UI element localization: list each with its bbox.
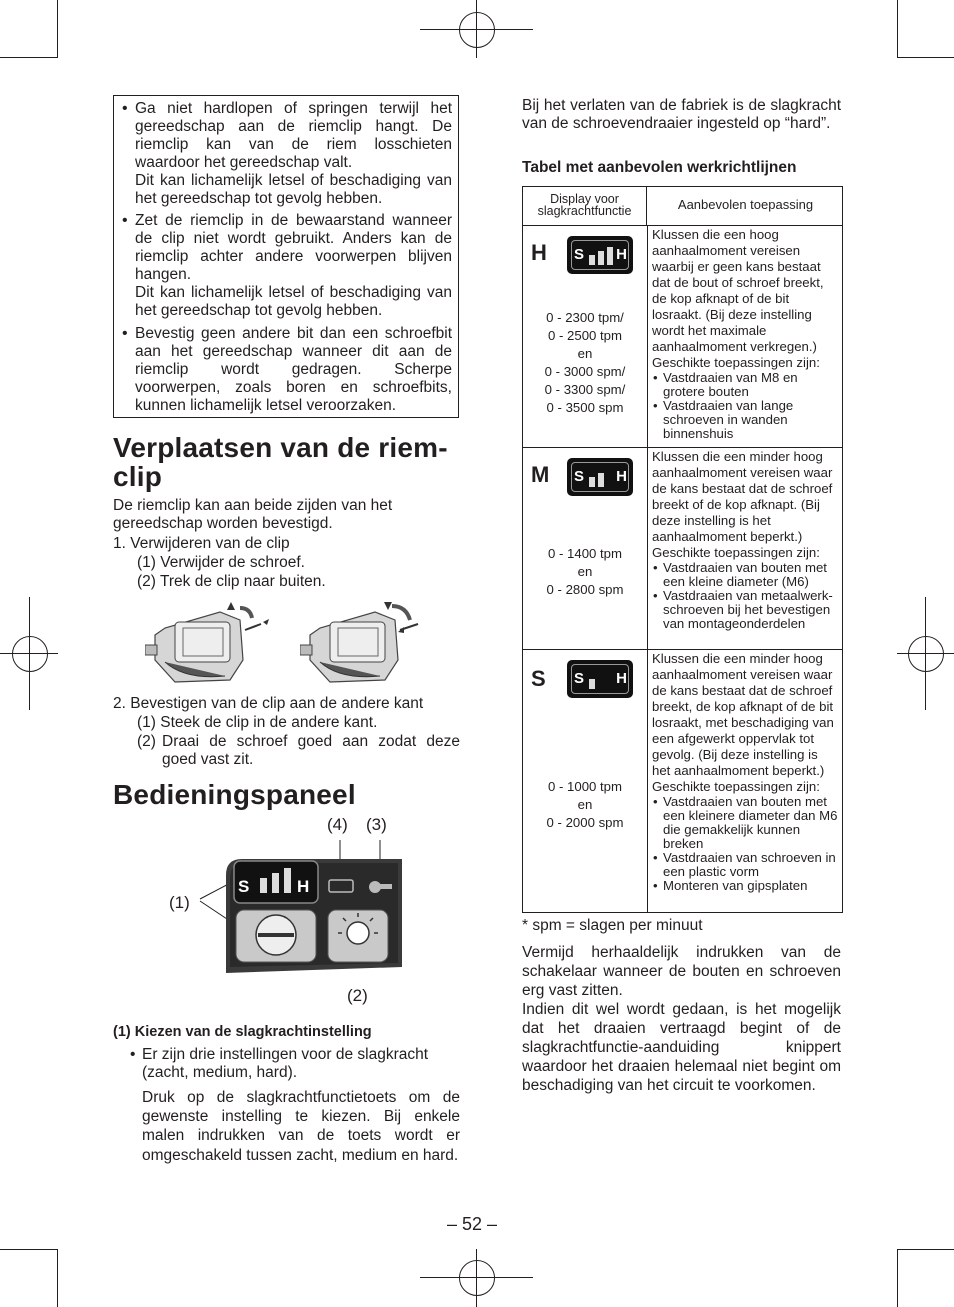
speed-values: 0 - 1000 tpm en 0 - 2000 spm bbox=[546, 779, 624, 830]
warning-sub: Dit kan lichamelijk letsel of beschadiging van het gereedschap tot gevolg hebben. bbox=[135, 284, 452, 320]
move-intro: De riemclip kan aan beide zijden van het gereedschap worden bevestigd. bbox=[113, 497, 393, 533]
step-2a: (1) Steek de clip in de andere kant. bbox=[137, 714, 378, 731]
warning-sub: Dit kan lichamelijk letsel of beschadiging van het gereedschap tot gevolg hebben. bbox=[135, 172, 452, 208]
table-row bbox=[523, 226, 842, 448]
warning-item: • Ga niet hardlopen of springen terwijl het gereedschap aan de riemclip hangt. De riemclip kan van de riem losschieten waardoor het gereedschap valt. Dit kan lichamelijk letsel of beschadiging van het gereedschap tot gevolg hebben. bbox=[122, 100, 452, 208]
speed-values: 0 - 1400 tpm en 0 - 2800 spm bbox=[546, 546, 624, 597]
panel-s-label: S bbox=[238, 877, 250, 896]
callout-1: (1) bbox=[169, 893, 190, 912]
tool-remove-clip-illustration bbox=[145, 600, 275, 685]
step-1b: (2) Trek de clip naar buiten. bbox=[137, 573, 326, 590]
mode-letter: S bbox=[531, 666, 546, 691]
table-row bbox=[523, 650, 842, 912]
display-h-icon: S H bbox=[567, 236, 633, 274]
speed-values: 0 - 2300 tpm/ 0 - 2500 tpm en 0 - 3000 spm/ 0 - 3300 spm/ 0 - 3500 spm bbox=[544, 310, 626, 415]
warning-paragraph-1: Vermijd herhaaldelijk indrukken van de schakelaar wanneer de bouten en schroeven erg vast zitten. bbox=[522, 944, 841, 999]
application-item: • Vastdraaien van bouten met een kleinere diameter dan M6 die gemakkelijk kunnen breken bbox=[652, 795, 839, 851]
table-title: Tabel met aanbevolen werkrichtlijnen bbox=[522, 159, 797, 176]
warning-paragraph-2: Indien dit wel wordt gedaan, is het mogelijk dat het draaien vertraagd begint of de slagkrachtfunctie-aanduiding knippert waardoor het draaien helemaal niet begint om beschadiging van het circuit te voorkomen. bbox=[522, 1001, 841, 1094]
panel-h-label: H bbox=[297, 877, 310, 896]
factory-setting-note: Bij het verlaten van de fabriek is de slagkracht van de schroevendraaier ingesteld op “hard”. bbox=[522, 97, 841, 133]
display-m-icon: S H bbox=[567, 458, 633, 496]
application-description: Klussen die een minder hoog aanhaalmoment vereisen waar de kans bestaat dat de schroef breekt of de kop afknapt. (Bij deze instelling is het aanhaalmoment beperkt.) Geschikte toepassingen zijn: bbox=[652, 449, 833, 560]
mode-letter: H bbox=[531, 240, 547, 265]
application-item: • Vastdraaien van bouten met een kleine diameter (M6) bbox=[652, 561, 839, 589]
application-item: • Monteren van gipsplaten bbox=[652, 879, 839, 893]
callout-3: (3) bbox=[366, 815, 387, 834]
application-item: • Vastdraaien van M8 en grotere bouten bbox=[652, 371, 839, 399]
impact-bullet: Er zijn drie instellingen voor de slagkracht (zacht, medium, hard). bbox=[142, 1046, 429, 1082]
recommendation-table bbox=[522, 186, 843, 913]
application-item: • Vastdraaien van lange schroeven in wanden binnenshuis bbox=[652, 399, 839, 441]
application-description: Klussen die een minder hoog aanhaalmoment vereisen waar de kans bestaat dat de schroef breekt, de kop afknapt of de bit losraakt, met beschadiging van een afgewerkt oppervlak tot gevolg. (Bij deze instelling is het aanhaalmoment beperkt.) Geschikte toepassingen zijn: bbox=[652, 651, 834, 794]
page-number: – 52 – bbox=[447, 1214, 498, 1234]
sub-heading-impact: (1) Kiezen van de slagkrachtinstelling bbox=[113, 1024, 372, 1040]
control-panel-illustration bbox=[190, 835, 420, 985]
step-2: 2. Bevestigen van de clip aan de andere kant bbox=[113, 695, 424, 712]
callout-2: (2) bbox=[347, 986, 368, 1005]
mode-letter: M bbox=[531, 462, 550, 487]
heading-control-panel: Bedieningspaneel bbox=[113, 779, 356, 810]
table-row bbox=[523, 448, 842, 650]
col-header-application: Aanbevolen toepassing bbox=[677, 197, 814, 212]
application-description: Klussen die een hoog aanhaalmoment vereisen waarbij er geen kans bestaat dat de bout of schroef breekt, de kop afknapt of de bit losraakt. (Bij deze instelling wordt het maximale aanhaalmoment verkregen.) Geschikte toepassingen zijn: bbox=[652, 227, 824, 370]
callout-4: (4) bbox=[327, 815, 348, 834]
table-header bbox=[523, 187, 842, 226]
step-1a: (1) Verwijder de schroef. bbox=[137, 554, 305, 571]
warning-text: Ga niet hardlopen of springen terwijl het gereedschap aan de riemclip hangt. De riemclip kan van de riem losschieten waardoor het gereedschap valt. bbox=[135, 100, 452, 172]
warning-text: Bevestig geen andere bit dan een schroefbit aan het gereedschap wanneer dit aan de riemclip wordt gedragen. Scherpe voorwerpen, zoals boren en schroefbits, kunnen lichamelijk letsel veroorzaken. bbox=[135, 325, 452, 415]
col-header-display: Display voor slagkrachtfunctie bbox=[523, 187, 647, 225]
warning-text: Zet de riemclip in de bewaarstand wanneer de clip niet wordt gebruikt. Anders kan de riemclip achter andere voorwerpen blijven hangen. bbox=[135, 212, 452, 284]
heading-move-clip: Verplaatsen van de riem- clip bbox=[113, 432, 448, 492]
footnote: * spm = slagen per minuut bbox=[522, 917, 703, 934]
step-2b: Draai de schroef goed aan zodat deze goed vast zit. bbox=[162, 733, 460, 769]
warning-item: • Zet de riemclip in de bewaarstand wanneer de clip niet wordt gebruikt. Anders kan de riemclip achter andere voorwerpen blijven hangen. Dit kan lichamelijk letsel of beschadiging van het gereedschap tot gevolg hebben. bbox=[122, 212, 452, 320]
application-item: • Vastdraaien van schroeven in een plastic vorm bbox=[652, 851, 839, 879]
impact-paragraph: Druk op de slagkrachtfunctietoets om de gewenste instelling te kiezen. Bij enkele malen indrukken van de toets wordt er omgeschakeld tussen zacht, medium en hard. bbox=[142, 1089, 460, 1164]
warning-box bbox=[113, 95, 459, 418]
application-item: • Vastdraaien van metaalwerk-schroeven bij het bevestigen van montageonderdelen bbox=[652, 589, 839, 631]
tool-attach-clip-illustration bbox=[300, 600, 440, 685]
display-s-icon: S H bbox=[567, 660, 633, 698]
warning-item: • Bevestig geen andere bit dan een schroefbit aan het gereedschap wanneer dit aan de riemclip wordt gedragen. Scherpe voorwerpen, zoals boren en schroefbits, kunnen lichamelijk letsel veroorzaken. bbox=[122, 325, 452, 415]
step-1: 1. Verwijderen van de clip bbox=[113, 535, 290, 552]
